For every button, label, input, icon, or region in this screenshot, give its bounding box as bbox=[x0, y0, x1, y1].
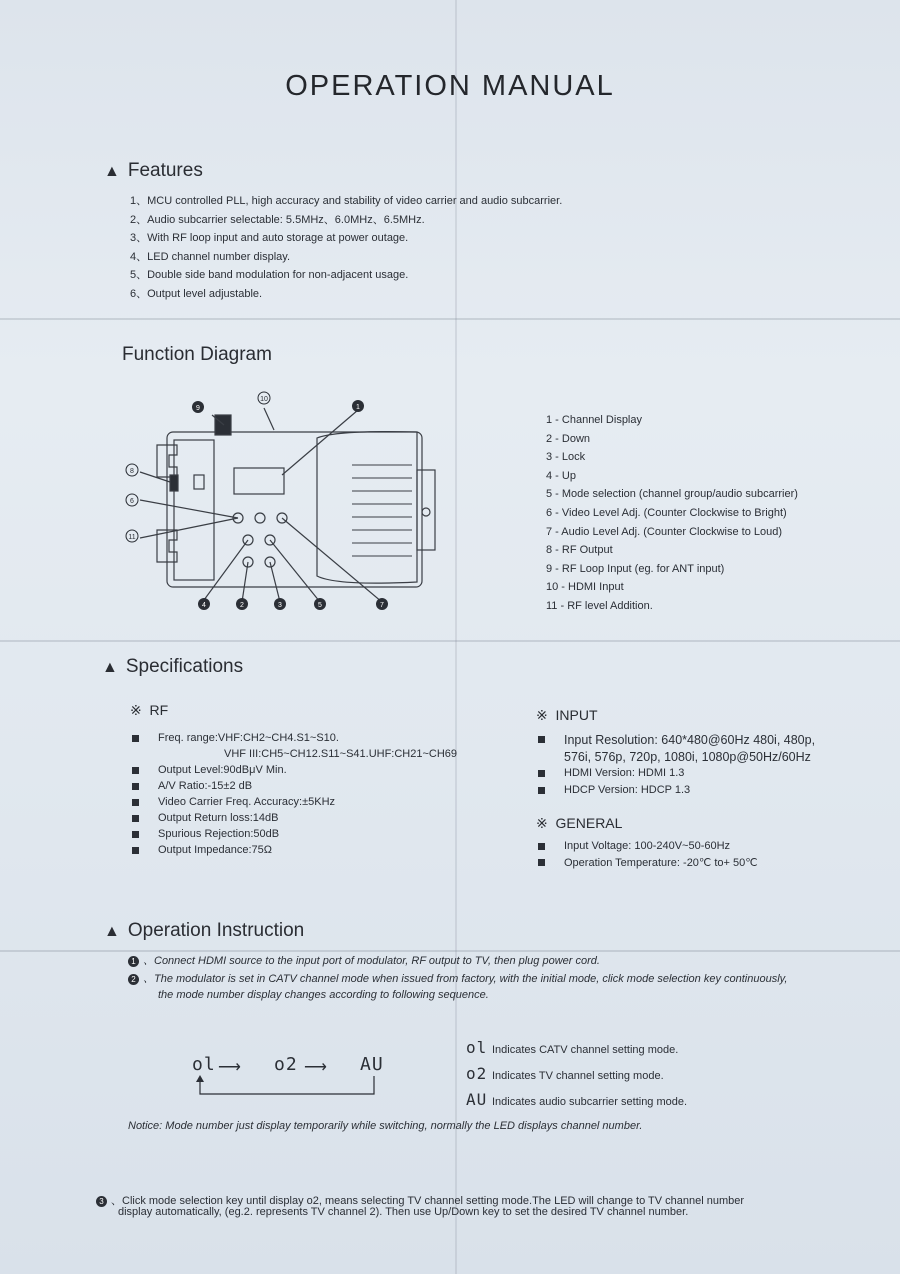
page-title: OPERATION MANUAL bbox=[285, 70, 615, 102]
led-mode-au: AU bbox=[360, 1054, 384, 1075]
diagram-legend bbox=[546, 414, 798, 619]
features-heading: ▲ Features bbox=[104, 160, 203, 181]
list-item: 2、Audio subcarrier selectable: 5.5MHz、6.0MHz、6.5MHz. bbox=[130, 213, 425, 226]
svg-text:4: 4 bbox=[202, 602, 206, 609]
svg-text:9: 9 bbox=[196, 405, 200, 412]
general-heading: ※ GENERAL bbox=[536, 815, 623, 831]
specifications-heading: ▲ Specifications bbox=[102, 656, 244, 677]
mode-sequence bbox=[192, 1054, 392, 1102]
list-item: Input Voltage: 100-240V~50-60Hz bbox=[538, 840, 758, 856]
list-item: 7 - Audio Level Adj. (Counter Clockwise to Loud) bbox=[546, 525, 783, 538]
svg-text:5: 5 bbox=[318, 602, 322, 609]
list-item: 3 - Lock bbox=[546, 451, 586, 464]
list-item: Freq. range:VHF:CH2~CH4.S1~S10. bbox=[132, 732, 457, 748]
step-number-badge: 2 bbox=[128, 974, 139, 985]
function-diagram-heading: Function Diagram bbox=[122, 344, 272, 365]
loop-back-arrow bbox=[192, 1074, 382, 1100]
general-spec-list bbox=[538, 840, 758, 872]
list-item: Output Impedance:75Ω bbox=[132, 844, 457, 860]
svg-text:2: 2 bbox=[240, 602, 244, 609]
features-list bbox=[130, 192, 562, 303]
mode-row-tv: o2 Indicates TV channel setting mode. bbox=[466, 1064, 664, 1083]
list-item: 5、Double side band modulation for non-adjacent usage. bbox=[130, 269, 409, 281]
list-item: 4、LED channel number display. bbox=[130, 250, 290, 263]
list-item: HDCP Version: HDCP 1.3 bbox=[538, 784, 815, 801]
reference-mark-icon: ※ bbox=[536, 815, 548, 831]
list-item: 5 - Mode selection (channel group/audio subcarrier) bbox=[546, 488, 798, 501]
step-number-badge: 1 bbox=[128, 956, 139, 967]
step-3-continued: display automatically, (eg.2. represents TV channel 2). Then use Up/Down key to set the desired TV channel number. bbox=[118, 1206, 689, 1218]
step-2-continued: the mode number display changes according to following sequence. bbox=[158, 989, 489, 1001]
step-number-badge: 3 bbox=[96, 1196, 107, 1207]
rf-spec-list bbox=[132, 732, 457, 860]
list-item: 11 - RF level Addition. bbox=[546, 599, 653, 612]
mode-row-catv: ol Indicates CATV channel setting mode. bbox=[466, 1038, 679, 1057]
svg-text:6: 6 bbox=[130, 498, 134, 505]
list-item: Operation Temperature: -20℃ to+ 50℃ bbox=[538, 856, 758, 872]
svg-text:3: 3 bbox=[278, 602, 282, 609]
step-2: 2 、The modulator is set in CATV channel mode when issued from factory, with the initial mode, click mode selection key continuously, bbox=[128, 970, 787, 986]
triangle-icon: ▲ bbox=[104, 163, 120, 180]
list-item: Output Return loss:14dB bbox=[132, 812, 457, 828]
device-diagram bbox=[112, 390, 462, 620]
list-item: 6 - Video Level Adj. (Counter Clockwise to Bright) bbox=[546, 506, 787, 519]
list-item: 10 - HDMI Input bbox=[546, 581, 624, 594]
list-item: 8 - RF Output bbox=[546, 544, 613, 557]
list-item: 9 - RF Loop Input (eg. for ANT input) bbox=[546, 562, 725, 575]
input-heading: ※ INPUT bbox=[536, 707, 598, 723]
svg-text:11: 11 bbox=[128, 534, 136, 541]
svg-text:10: 10 bbox=[260, 396, 268, 403]
list-item: HDMI Version: HDMI 1.3 bbox=[538, 767, 815, 784]
svg-text:1: 1 bbox=[356, 404, 360, 411]
arrow-right-icon: ⟶ bbox=[218, 1059, 241, 1076]
list-item: 1、MCU controlled PLL, high accuracy and stability of video carrier and audio subcarrier. bbox=[130, 195, 563, 207]
list-item: 576i, 576p, 720p, 1080i, 1080p@50Hz/60Hz bbox=[564, 750, 811, 764]
triangle-icon: ▲ bbox=[102, 659, 118, 676]
fold-line bbox=[0, 640, 900, 642]
svg-text:7: 7 bbox=[380, 602, 384, 609]
input-spec-list bbox=[538, 733, 815, 801]
list-item: 4 - Up bbox=[546, 469, 576, 482]
step-1: 1 、Connect HDMI source to the input port of modulator, RF output to TV, then plug power cord. bbox=[128, 952, 600, 968]
list-item: 3、With RF loop input and auto storage at power outage. bbox=[130, 232, 409, 244]
led-mode-ol: ol bbox=[192, 1054, 216, 1075]
list-item: 2 - Down bbox=[546, 432, 591, 445]
list-item: Spurious Rejection:50dB bbox=[132, 828, 457, 844]
rf-heading: ※ RF bbox=[130, 702, 169, 718]
fold-line bbox=[0, 318, 900, 320]
list-item: 1 - Channel Display bbox=[546, 414, 642, 426]
list-item: Input Resolution: 640*480@60Hz 480i, 480p, bbox=[538, 733, 815, 750]
list-item: VHF III:CH5~CH12.S11~S41.UHF:CH21~CH69 bbox=[224, 748, 458, 760]
mode-row-audio: AU Indicates audio subcarrier setting mode. bbox=[466, 1090, 688, 1109]
reference-mark-icon: ※ bbox=[130, 702, 142, 718]
led-mode-au: AU bbox=[466, 1090, 488, 1109]
led-mode-o2: o2 bbox=[274, 1054, 298, 1075]
list-item: Video Carrier Freq. Accuracy:±5KHz bbox=[132, 796, 457, 812]
operation-heading: ▲ Operation Instruction bbox=[104, 920, 305, 941]
step-3: 3 、Click mode selection key until display o2, means selecting TV channel setting mode.The LED will change to TV channel number bbox=[96, 1192, 744, 1208]
triangle-icon: ▲ bbox=[104, 923, 120, 940]
list-item: 6、Output level adjustable. bbox=[130, 287, 263, 300]
led-mode-o2: o2 bbox=[466, 1064, 488, 1083]
led-mode-ol: ol bbox=[466, 1038, 488, 1057]
arrow-right-icon: ⟶ bbox=[304, 1059, 327, 1076]
list-item: Output Level:90dBμV Min. bbox=[132, 764, 457, 780]
notice-text: Notice: Mode number just display temporarily while switching, normally the LED displays channel number. bbox=[128, 1120, 643, 1132]
reference-mark-icon: ※ bbox=[536, 707, 548, 723]
list-item: A/V Ratio:-15±2 dB bbox=[132, 780, 457, 796]
svg-text:8: 8 bbox=[130, 468, 134, 475]
